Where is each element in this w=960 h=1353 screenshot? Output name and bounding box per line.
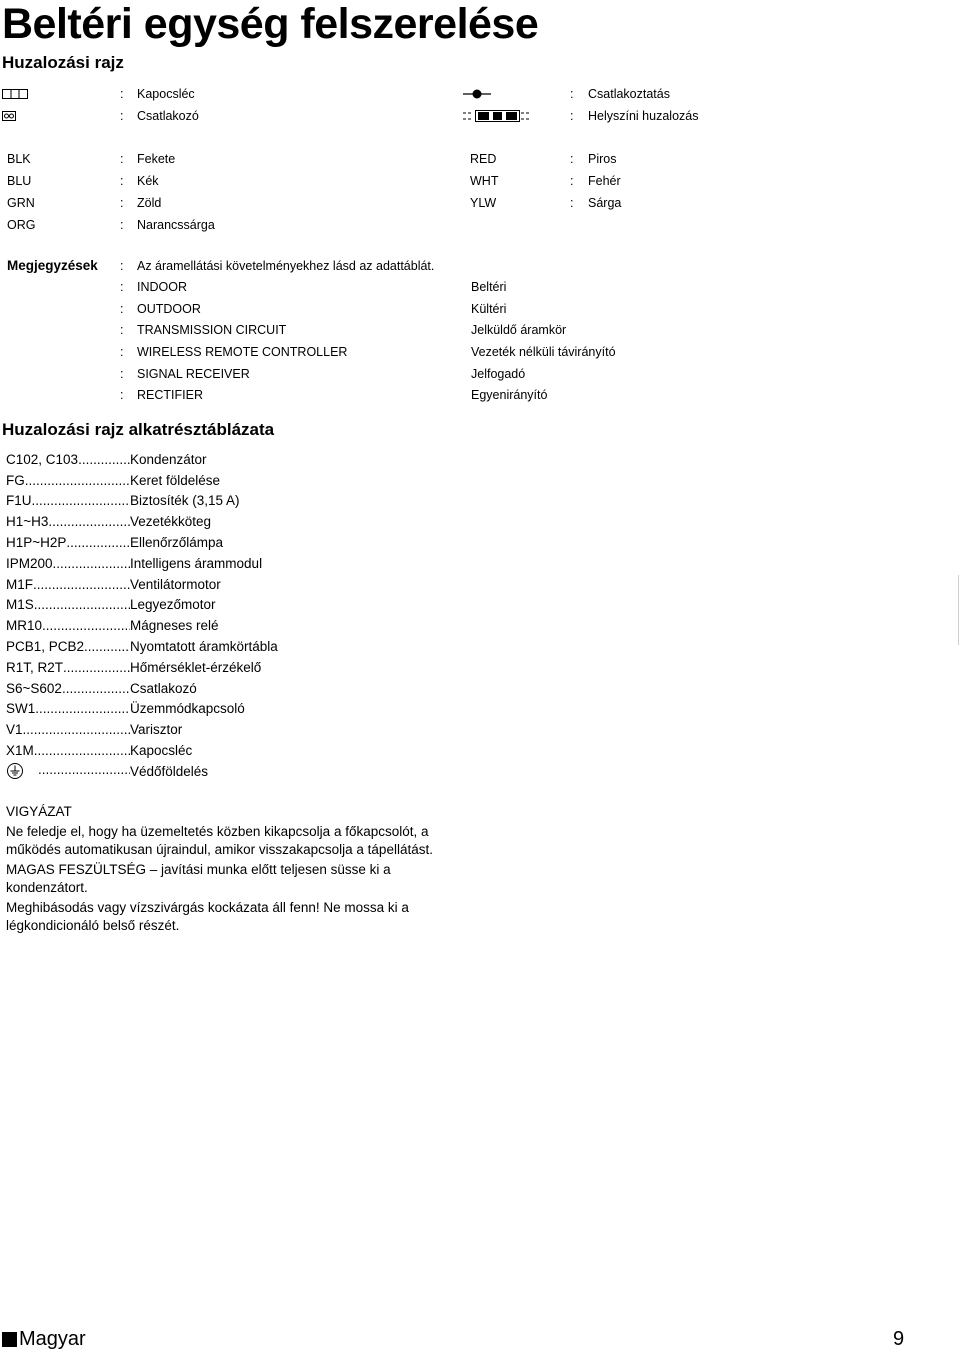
part-row [6,595,278,616]
note-term-hu: Egyenirányító [471,388,548,402]
part-code: M1S [6,597,34,613]
part-row [6,532,278,553]
color-name: Fekete [137,152,176,166]
part-code: C102, C103 [6,451,79,467]
part-code: V1 [6,722,23,738]
part-row [6,470,278,491]
caution-paragraph: Ne feledje el, hogy ha üzemeltetés közben kikapcsolja a főkapcsolót, a működés automatikusan újraindul, amikor visszakapcsolja a tápellátást. [6,824,433,857]
part-row [6,615,278,636]
part-code: H1P~H2P [6,535,67,551]
symbol-label-connection: Csatlakoztatás [588,87,670,101]
notes-label: Megjegyzések [7,258,98,273]
part-description: Csatlakozó [130,680,197,696]
part-row [6,719,278,740]
caution-paragraph: MAGAS FESZÜLTSÉG – javítási munka előtt teljesen süsse ki a kondenzátort. [6,862,391,895]
part-row [6,511,278,532]
part-description: Biztosíték (3,15 A) [130,493,240,509]
part-description: Nyomtatott áramkörtábla [130,639,278,655]
colon: : [120,196,124,210]
part-code: PCB1, PCB2 [6,639,85,655]
caution-title: VIGYÁZAT [6,804,72,819]
page-number: 9 [893,1328,905,1350]
colon: : [570,87,574,101]
note-term-en: RECTIFIER [137,388,203,402]
part-description: Ventilátormotor [130,576,221,592]
part-code: M1F [6,576,33,592]
page-title: Beltéri egység felszerelése [2,0,539,48]
color-name: Kék [137,174,159,188]
protective-earth-icon [6,762,38,780]
part-code: R1T, R2T [6,659,64,675]
parts-table-heading: Huzalozási rajz alkatrésztáblázata [2,420,275,439]
part-description: Vezetékköteg [130,514,212,530]
color-code: BLK [7,152,31,166]
part-code: MR10 [6,618,43,634]
colon: : [120,218,124,232]
symbol-label-terminal-strip: Kapocsléc [137,87,195,101]
note-term-en: INDOOR [137,280,187,294]
color-code: WHT [470,174,499,188]
language-marker-icon [2,1332,17,1347]
note-term-hu: Jelküldő áramkör [471,323,567,337]
color-name: Narancssárga [137,218,215,232]
part-description: Ellenőrzőlámpa [130,535,224,551]
caution-section [6,803,446,937]
part-description: Mágneses relé [130,618,219,634]
caution-paragraph: Meghibásodás vagy vízszivárgás kockázata áll fenn! Ne mossa ki a légkondicionáló belső részét. [6,900,409,933]
part-description: Kondenzátor [130,451,207,467]
footer-language: Magyar [19,1328,86,1350]
color-code: YLW [470,196,497,210]
part-row [6,678,278,699]
note-term-en: WIRELESS REMOTE CONTROLLER [137,345,348,359]
part-description: Üzemmódkapcsoló [130,701,245,717]
color-code: ORG [7,218,36,232]
note-term-hu: Kültéri [471,302,507,316]
part-code: SW1 [6,701,36,717]
color-code: BLU [7,174,32,188]
part-description: Varisztor [130,722,183,738]
color-name: Sárga [588,196,622,210]
note-term-hu: Vezeték nélküli távirányító [471,345,616,359]
symbol-label-field-wiring: Helyszíni huzalozás [588,109,699,123]
notes-first-line: Az áramellátási követelményekhez lásd az adattáblát. [137,259,435,273]
colon: : [120,388,124,402]
part-description: Intelligens árammodul [130,555,263,571]
part-description: Keret földelése [130,472,221,488]
colon: : [120,259,124,273]
colon: : [120,302,124,316]
color-name: Zöld [137,196,162,210]
part-row [6,636,278,657]
field-wiring-icon [463,110,531,122]
connector-icon [2,111,16,122]
part-description: Legyezőmotor [130,597,216,613]
colon: : [120,345,124,359]
colon: : [120,174,124,188]
colon: : [570,174,574,188]
note-term-en: OUTDOOR [137,302,201,316]
parts-table [6,449,278,782]
note-term-hu: Beltéri [471,280,507,294]
colon: : [120,87,124,101]
part-row [6,491,278,512]
connection-icon [463,88,491,100]
part-code: F1U [6,493,32,509]
part-row [6,553,278,574]
colon: : [570,196,574,210]
edge-divider [958,575,959,645]
color-code: GRN [7,196,35,210]
part-code: H1~H3 [6,514,49,530]
part-code: FG [6,472,25,488]
colon: : [570,152,574,166]
colon: : [570,109,574,123]
colon: : [120,367,124,381]
colon: : [120,152,124,166]
part-row [6,761,278,782]
part-row [6,574,278,595]
terminal-strip-icon [2,89,28,100]
colon: : [120,323,124,337]
part-description: Hőmérséklet-érzékelő [130,659,262,675]
part-description: Védőföldelés [130,763,209,779]
note-term-hu: Jelfogadó [471,367,526,381]
part-code: S6~S602 [6,680,62,696]
part-description: Kapocsléc [130,743,193,759]
part-code: IPM200 [6,555,53,571]
color-name: Fehér [588,174,621,188]
part-code: X1M [6,743,34,759]
color-name: Piros [588,152,617,166]
section-title-wiring-diagram: Huzalozási rajz [2,53,124,72]
part-row [6,449,278,470]
symbol-label-connector: Csatlakozó [137,109,199,123]
part-row [6,657,278,678]
note-term-en: TRANSMISSION CIRCUIT [137,323,287,337]
colon: : [120,280,124,294]
part-row [6,740,278,761]
note-term-en: SIGNAL RECEIVER [137,367,250,381]
part-row [6,699,278,720]
color-code: RED [470,152,497,166]
colon: : [120,109,124,123]
